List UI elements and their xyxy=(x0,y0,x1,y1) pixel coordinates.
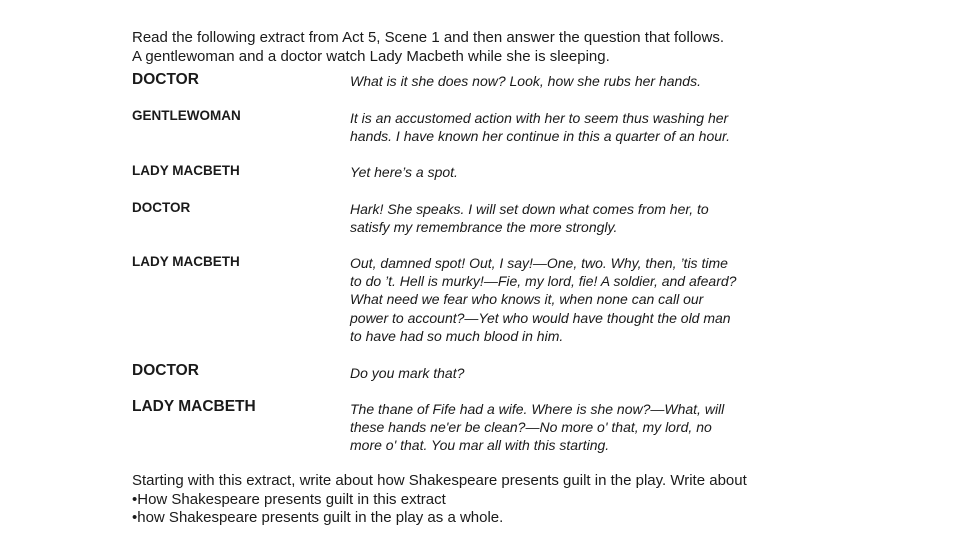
instructions xyxy=(132,28,724,66)
speech-line: What is it she does now? Look, how she rubs her hands. xyxy=(350,73,701,89)
speech-line: The thane of Fife had a wife. Where is she now?—What, will xyxy=(350,401,725,417)
question-bullet: •How Shakespeare presents guilt in this extract xyxy=(132,490,446,508)
speaker-name: DOCTOR xyxy=(132,362,199,379)
speech xyxy=(350,72,810,90)
speech xyxy=(350,163,810,181)
essay-question xyxy=(132,472,747,528)
speech xyxy=(350,254,810,345)
speaker-name: DOCTOR xyxy=(132,71,199,88)
speech-line: these hands ne'er be clean?—No more o' that, my lord, no xyxy=(350,419,712,436)
speaker-name: GENTLEWOMAN xyxy=(132,108,241,123)
speech-line: It is an accustomed action with her to seem thus washing her xyxy=(350,110,729,126)
speaker-name: DOCTOR xyxy=(132,200,191,215)
speech-line: What need we fear who knows it, when none can call our xyxy=(350,291,704,308)
speech-line: to do ’t. Hell is murky!—Fie, my lord, fie! A soldier, and afeard? xyxy=(350,273,737,290)
context-line: A gentlewoman and a doctor watch Lady Macbeth while she is sleeping. xyxy=(132,48,610,65)
speech-line: Do you mark that? xyxy=(350,365,465,381)
speech-line: Out, damned spot! Out, I say!—One, two. Why, then, ’tis time xyxy=(350,255,728,271)
question-bullet: •how Shakespeare presents guilt in the play as a whole. xyxy=(132,509,504,526)
speech-line: Yet here’s a spot. xyxy=(350,164,458,180)
speaker-name: LADY MACBETH xyxy=(132,163,240,178)
speech-line: to have had so much blood in him. xyxy=(350,327,564,344)
instruction-line: Read the following extract from Act 5, Scene 1 and then answer the question that follows. xyxy=(132,29,725,46)
speech xyxy=(350,364,810,382)
speech-line: power to account?—Yet who would have thought the old man xyxy=(350,309,731,326)
speaker-name: LADY MACBETH xyxy=(132,398,256,415)
speech-line: hands. I have known her continue in this a quarter of an hour. xyxy=(350,128,731,145)
speech xyxy=(350,400,810,455)
speech-line: more o' that. You mar all with this starting. xyxy=(350,437,610,454)
question-line: Starting with this extract, write about how Shakespeare presents guilt in the play. Write about xyxy=(132,472,747,489)
speech xyxy=(350,109,810,145)
speech-line: Hark! She speaks. I will set down what comes from her, to xyxy=(350,201,709,217)
speech xyxy=(350,200,810,236)
speech-line: satisfy my remembrance the more strongly. xyxy=(350,219,618,236)
speaker-name: LADY MACBETH xyxy=(132,254,240,269)
